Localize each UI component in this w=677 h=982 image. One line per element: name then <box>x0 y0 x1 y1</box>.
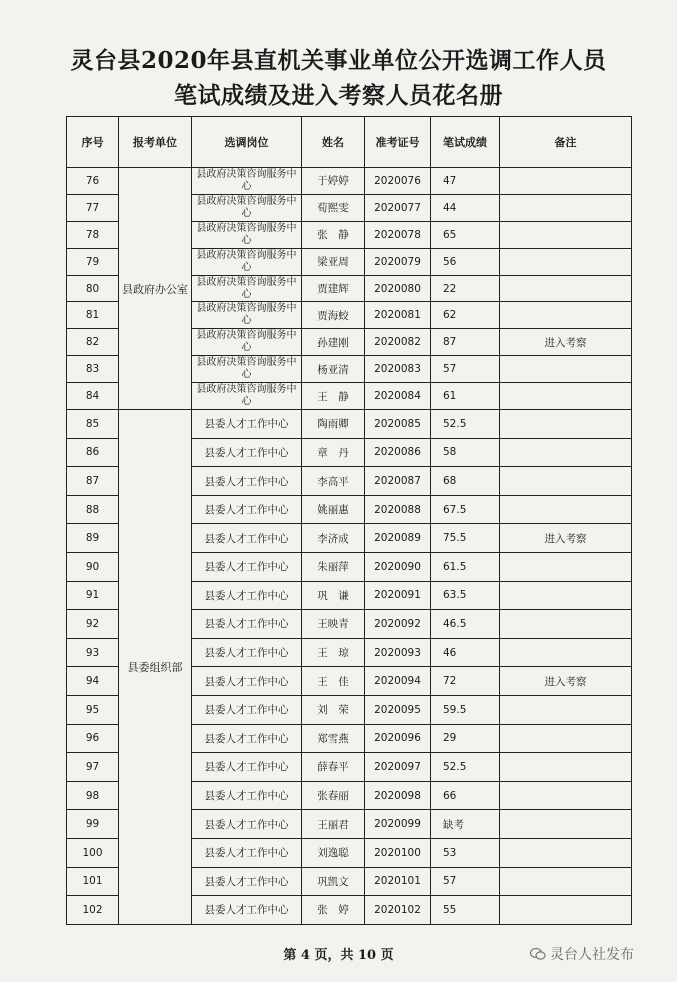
note-cell <box>500 867 632 896</box>
position-cell: 县政府决策咨询服务中心 <box>192 383 302 410</box>
header-note: 备注 <box>500 117 632 168</box>
note-cell <box>500 221 632 248</box>
row-no: 83 <box>67 356 119 383</box>
name-cell: 章 丹 <box>302 438 365 467</box>
exam-id-cell: 2020091 <box>365 581 431 610</box>
note-cell <box>500 194 632 221</box>
note-cell <box>500 552 632 581</box>
name-cell: 贾海蛟 <box>302 302 365 329</box>
exam-id-cell: 2020086 <box>365 438 431 467</box>
name-cell: 杨亚清 <box>302 356 365 383</box>
note-cell <box>500 438 632 467</box>
name-cell: 梁亚周 <box>302 248 365 275</box>
row-no: 91 <box>67 581 119 610</box>
unit-cell: 县政府办公室 <box>119 168 192 410</box>
score-cell: 62 <box>431 302 500 329</box>
note-cell <box>500 581 632 610</box>
exam-id-cell: 2020077 <box>365 194 431 221</box>
score-cell: 55 <box>431 896 500 925</box>
row-no: 86 <box>67 438 119 467</box>
score-cell: 57 <box>431 356 500 383</box>
exam-id-cell: 2020081 <box>365 302 431 329</box>
exam-id-cell: 2020083 <box>365 356 431 383</box>
position-cell: 县政府决策咨询服务中心 <box>192 356 302 383</box>
position-cell: 县政府决策咨询服务中心 <box>192 275 302 302</box>
page-title-line1: 灵台县2020年县直机关事业单位公开选调工作人员 <box>70 47 607 74</box>
exam-id-cell: 2020100 <box>365 838 431 867</box>
exam-id-cell: 2020080 <box>365 275 431 302</box>
exam-id-cell: 2020084 <box>365 383 431 410</box>
score-cell: 52.5 <box>431 753 500 782</box>
exam-id-cell: 2020088 <box>365 495 431 524</box>
row-no: 98 <box>67 781 119 810</box>
score-cell: 72 <box>431 667 500 696</box>
table-row <box>67 410 632 439</box>
exam-id-cell: 2020093 <box>365 638 431 667</box>
position-cell: 县政府决策咨询服务中心 <box>192 302 302 329</box>
row-no: 77 <box>67 194 119 221</box>
note-cell <box>500 248 632 275</box>
exam-id-cell: 2020078 <box>365 221 431 248</box>
row-no: 100 <box>67 838 119 867</box>
score-cell: 87 <box>431 329 500 356</box>
exam-id-cell: 2020095 <box>365 695 431 724</box>
name-cell: 陶雨卿 <box>302 410 365 439</box>
note-cell <box>500 410 632 439</box>
exam-id-cell: 2020099 <box>365 810 431 839</box>
name-cell: 张春丽 <box>302 781 365 810</box>
position-cell: 县委人才工作中心 <box>192 438 302 467</box>
name-cell: 于婷婷 <box>302 168 365 195</box>
unit-cell: 县委组织部 <box>119 410 192 925</box>
row-no: 88 <box>67 495 119 524</box>
position-cell: 县委人才工作中心 <box>192 410 302 439</box>
name-cell: 贾建辉 <box>302 275 365 302</box>
position-cell: 县政府决策咨询服务中心 <box>192 168 302 195</box>
row-no: 89 <box>67 524 119 553</box>
note-cell <box>500 810 632 839</box>
row-no: 96 <box>67 724 119 753</box>
note-cell <box>500 610 632 639</box>
row-no: 95 <box>67 695 119 724</box>
position-cell: 县委人才工作中心 <box>192 838 302 867</box>
score-cell: 52.5 <box>431 410 500 439</box>
row-no: 97 <box>67 753 119 782</box>
row-no: 84 <box>67 383 119 410</box>
position-cell: 县委人才工作中心 <box>192 667 302 696</box>
position-cell: 县委人才工作中心 <box>192 581 302 610</box>
header-position: 选调岗位 <box>192 117 302 168</box>
note-cell <box>500 302 632 329</box>
name-cell: 薛春平 <box>302 753 365 782</box>
row-no: 102 <box>67 896 119 925</box>
note-cell <box>500 383 632 410</box>
name-cell: 刘 荣 <box>302 695 365 724</box>
score-cell: 67.5 <box>431 495 500 524</box>
score-cell: 29 <box>431 724 500 753</box>
score-cell: 68 <box>431 467 500 496</box>
exam-id-cell: 2020079 <box>365 248 431 275</box>
position-cell: 县委人才工作中心 <box>192 695 302 724</box>
note-cell <box>500 724 632 753</box>
row-no: 80 <box>67 275 119 302</box>
name-cell: 王 静 <box>302 383 365 410</box>
position-cell: 县委人才工作中心 <box>192 638 302 667</box>
exam-id-cell: 2020082 <box>365 329 431 356</box>
note-cell <box>500 695 632 724</box>
score-cell: 53 <box>431 838 500 867</box>
note-cell <box>500 275 632 302</box>
note-cell: 进入考察 <box>500 524 632 553</box>
exam-id-cell: 2020094 <box>365 667 431 696</box>
row-no: 87 <box>67 467 119 496</box>
exam-id-cell: 2020098 <box>365 781 431 810</box>
name-cell: 巩 谦 <box>302 581 365 610</box>
position-cell: 县委人才工作中心 <box>192 724 302 753</box>
header-score: 笔试成绩 <box>431 117 500 168</box>
position-cell: 县委人才工作中心 <box>192 896 302 925</box>
score-cell: 56 <box>431 248 500 275</box>
row-no: 85 <box>67 410 119 439</box>
name-cell: 孙建刚 <box>302 329 365 356</box>
score-cell: 22 <box>431 275 500 302</box>
row-no: 90 <box>67 552 119 581</box>
row-no: 93 <box>67 638 119 667</box>
exam-id-cell: 2020087 <box>365 467 431 496</box>
name-cell: 巩凯文 <box>302 867 365 896</box>
position-cell: 县委人才工作中心 <box>192 810 302 839</box>
score-cell: 47 <box>431 168 500 195</box>
position-cell: 县委人才工作中心 <box>192 781 302 810</box>
score-cell: 缺考 <box>431 810 500 839</box>
score-cell: 63.5 <box>431 581 500 610</box>
name-cell: 王 佳 <box>302 667 365 696</box>
note-cell <box>500 168 632 195</box>
table-row <box>67 168 632 195</box>
row-no: 76 <box>67 168 119 195</box>
note-cell <box>500 467 632 496</box>
name-cell: 王映青 <box>302 610 365 639</box>
exam-id-cell: 2020089 <box>365 524 431 553</box>
watermark-text: 灵台人社发布 <box>550 947 634 963</box>
header-unit: 报考单位 <box>119 117 192 168</box>
name-cell: 张 婷 <box>302 896 365 925</box>
exam-id-cell: 2020096 <box>365 724 431 753</box>
exam-id-cell: 2020102 <box>365 896 431 925</box>
exam-id-cell: 2020076 <box>365 168 431 195</box>
score-cell: 44 <box>431 194 500 221</box>
name-cell: 李济成 <box>302 524 365 553</box>
row-no: 82 <box>67 329 119 356</box>
row-no: 101 <box>67 867 119 896</box>
position-cell: 县委人才工作中心 <box>192 524 302 553</box>
score-cell: 58 <box>431 438 500 467</box>
note-cell <box>500 753 632 782</box>
header-name: 姓名 <box>302 117 365 168</box>
name-cell: 姚丽惠 <box>302 495 365 524</box>
table-body <box>67 168 632 925</box>
exam-id-cell: 2020092 <box>365 610 431 639</box>
row-no: 92 <box>67 610 119 639</box>
exam-id-cell: 2020101 <box>365 867 431 896</box>
row-no: 94 <box>67 667 119 696</box>
note-cell <box>500 838 632 867</box>
score-cell: 59.5 <box>431 695 500 724</box>
score-cell: 57 <box>431 867 500 896</box>
name-cell: 刘逸聪 <box>302 838 365 867</box>
name-cell: 郑雪燕 <box>302 724 365 753</box>
position-cell: 县政府决策咨询服务中心 <box>192 329 302 356</box>
position-cell: 县委人才工作中心 <box>192 610 302 639</box>
results-table <box>66 116 632 925</box>
position-cell: 县委人才工作中心 <box>192 867 302 896</box>
note-cell <box>500 781 632 810</box>
note-cell <box>500 896 632 925</box>
table-header-row <box>67 117 632 168</box>
row-no: 99 <box>67 810 119 839</box>
page-title-line2: 笔试成绩及进入考察人员花名册 <box>174 82 503 109</box>
score-cell: 61 <box>431 383 500 410</box>
position-cell: 县政府决策咨询服务中心 <box>192 194 302 221</box>
exam-id-cell: 2020085 <box>365 410 431 439</box>
position-cell: 县委人才工作中心 <box>192 552 302 581</box>
position-cell: 县政府决策咨询服务中心 <box>192 221 302 248</box>
position-cell: 县委人才工作中心 <box>192 467 302 496</box>
name-cell: 荀熙雯 <box>302 194 365 221</box>
name-cell: 王 琼 <box>302 638 365 667</box>
note-cell: 进入考察 <box>500 329 632 356</box>
note-cell <box>500 638 632 667</box>
name-cell: 王丽君 <box>302 810 365 839</box>
position-cell: 县政府决策咨询服务中心 <box>192 248 302 275</box>
header-exam-id: 准考证号 <box>365 117 431 168</box>
score-cell: 66 <box>431 781 500 810</box>
page-footer: 第 4 页，共 10 页 <box>283 948 394 963</box>
wechat-icon <box>530 947 546 961</box>
exam-id-cell: 2020090 <box>365 552 431 581</box>
score-cell: 65 <box>431 221 500 248</box>
row-no: 79 <box>67 248 119 275</box>
score-cell: 75.5 <box>431 524 500 553</box>
exam-id-cell: 2020097 <box>365 753 431 782</box>
score-cell: 61.5 <box>431 552 500 581</box>
note-cell <box>500 356 632 383</box>
score-cell: 46 <box>431 638 500 667</box>
score-cell: 46.5 <box>431 610 500 639</box>
row-no: 81 <box>67 302 119 329</box>
row-no: 78 <box>67 221 119 248</box>
watermark <box>530 944 634 964</box>
name-cell: 张 静 <box>302 221 365 248</box>
position-cell: 县委人才工作中心 <box>192 753 302 782</box>
header-no: 序号 <box>67 117 119 168</box>
note-cell: 进入考察 <box>500 667 632 696</box>
note-cell <box>500 495 632 524</box>
position-cell: 县委人才工作中心 <box>192 495 302 524</box>
name-cell: 李高平 <box>302 467 365 496</box>
name-cell: 朱丽萍 <box>302 552 365 581</box>
